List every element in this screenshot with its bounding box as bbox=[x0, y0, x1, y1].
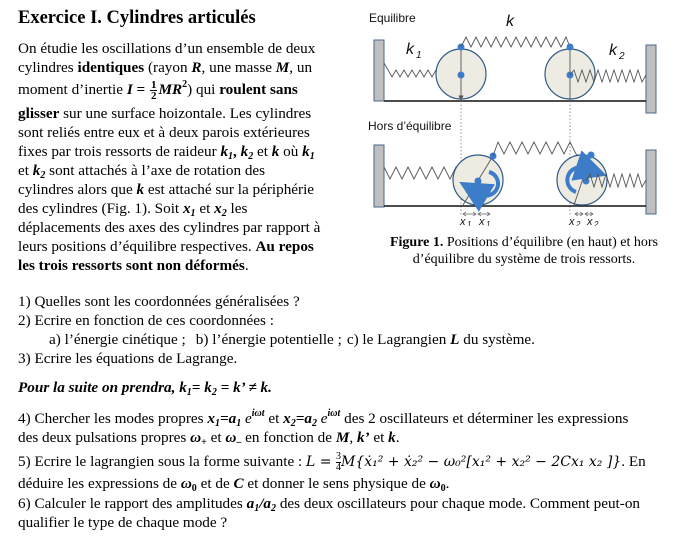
subscript: 0 bbox=[191, 483, 197, 494]
subscript: 2 bbox=[211, 387, 217, 398]
symbol-MR: MR bbox=[158, 81, 183, 98]
symbol-k-prime: k’ bbox=[356, 429, 370, 446]
text: On étudie les oscillations d’un ensemble de deux bbox=[18, 40, 316, 57]
exercise-title: Exercice I. Cylindres articulés bbox=[18, 8, 256, 28]
symbol-omega0: ω bbox=[429, 475, 441, 492]
text: et bbox=[264, 410, 284, 427]
subscript: 1 bbox=[254, 503, 260, 514]
subscript: 1 bbox=[309, 151, 315, 162]
text: cylindres alors que bbox=[18, 181, 137, 198]
symbol-e: e bbox=[241, 410, 252, 427]
k2-subscript: 2 bbox=[619, 51, 625, 62]
text: sur une surface hoizontale. Les cylindres bbox=[59, 105, 312, 122]
intro-line bbox=[18, 218, 320, 237]
caption-line-1 bbox=[366, 234, 682, 251]
text-bold: roulent sans bbox=[219, 81, 298, 98]
text: et bbox=[195, 200, 215, 217]
label-x2-b bbox=[586, 216, 599, 226]
text: des deux oscillateurs pour chaque mode. Comment peut-on bbox=[276, 495, 641, 512]
text: cylindres bbox=[18, 59, 78, 76]
math-L: L = bbox=[306, 454, 336, 470]
equals: = bbox=[132, 81, 149, 98]
text: Pour la suite on prendra, k bbox=[18, 379, 187, 396]
symbol-a1: a bbox=[246, 495, 255, 512]
symbol-omega0: ω bbox=[180, 475, 192, 492]
item-b: b) l’énergie potentielle ; bbox=[195, 331, 342, 348]
text: . bbox=[244, 257, 249, 274]
text: et de bbox=[196, 475, 234, 492]
text: où bbox=[279, 143, 303, 160]
text: , bbox=[349, 429, 357, 446]
subscript: 1 bbox=[190, 208, 196, 219]
intro-line bbox=[18, 199, 247, 218]
text: 2) Ecrire en fonction de ces coordonnées : bbox=[18, 312, 274, 329]
symbol-e: e bbox=[316, 410, 328, 427]
text: fixes par trois ressorts de raideur bbox=[18, 143, 221, 160]
text: des deux pulsations propres bbox=[18, 429, 191, 446]
symbol-a2: /a bbox=[259, 495, 272, 512]
symbol-M: M bbox=[275, 59, 290, 76]
symbol-C: C bbox=[233, 475, 244, 492]
text: des 2 oscillateurs et déterminer les expressions bbox=[340, 410, 629, 427]
text: , bbox=[233, 143, 241, 160]
label-k2 bbox=[609, 42, 625, 62]
text: et bbox=[206, 429, 226, 446]
symbol-k: k bbox=[271, 143, 280, 160]
x-letter: x bbox=[569, 216, 575, 226]
text: = k bbox=[191, 379, 212, 396]
text: 3) Ecrire les équations de Lagrange. bbox=[18, 350, 238, 367]
dot-axis-1-bottom bbox=[475, 178, 482, 185]
subscript: 1 bbox=[186, 387, 192, 398]
text: en fonction de bbox=[241, 429, 336, 446]
text: . bbox=[445, 475, 450, 492]
text-bold: glisser bbox=[18, 105, 60, 122]
text: 6) Calculer le rapport des amplitudes bbox=[18, 495, 247, 512]
text: , un bbox=[289, 59, 313, 76]
exponent: 2 bbox=[182, 79, 188, 90]
text: qualifier le type de chaque mode ? bbox=[18, 514, 228, 531]
symbol-k: k bbox=[136, 181, 145, 198]
intro-line bbox=[18, 256, 249, 275]
caption-text: Positions d’équilibre (en haut) et hors bbox=[443, 235, 659, 250]
text: et bbox=[253, 143, 272, 160]
symbol-omega-plus: ω bbox=[190, 429, 202, 446]
question-6-line-2 bbox=[18, 513, 227, 532]
symbol-x2: x bbox=[283, 410, 291, 427]
subscript: 2 bbox=[271, 503, 277, 514]
intro-line bbox=[18, 142, 315, 161]
text: et donner le sens physique de bbox=[243, 475, 430, 492]
figure-caption bbox=[366, 234, 682, 268]
dot-periph-2-top bbox=[567, 44, 574, 51]
text: . En bbox=[621, 453, 646, 470]
item-a: a) l’énergie cinétique ; bbox=[49, 331, 186, 348]
text: du système. bbox=[459, 331, 535, 348]
symbol-x1: x bbox=[182, 200, 191, 217]
label-k: k bbox=[506, 13, 514, 30]
label-x2-a bbox=[568, 216, 581, 226]
text: , une masse bbox=[201, 59, 276, 76]
symbol-k2: k bbox=[240, 143, 249, 160]
text: déplacements des axes des cylindres par rapport à bbox=[18, 219, 321, 236]
subscript: 1 bbox=[228, 151, 234, 162]
caption-line-2 bbox=[366, 251, 682, 268]
subscript: – bbox=[236, 437, 242, 448]
k1-letter: k bbox=[406, 41, 414, 58]
symbol-L: L bbox=[450, 331, 460, 348]
question-6-line-1 bbox=[18, 494, 640, 513]
wall-left-bottom bbox=[374, 145, 384, 207]
caption-label: Figure 1. bbox=[389, 235, 444, 250]
question-5-line-2 bbox=[18, 474, 449, 493]
k2-letter: k bbox=[609, 42, 617, 59]
subscript: 2 bbox=[248, 151, 254, 162]
symbol-k2: k bbox=[32, 162, 41, 179]
question-5-line-1 bbox=[18, 452, 646, 473]
subscript: 2 bbox=[290, 418, 296, 429]
text: 5) Ecrire le lagrangien sous la forme suivante : bbox=[18, 453, 307, 470]
note-k-equal bbox=[18, 378, 272, 397]
text: 1) Quelles sont les coordonnées généralisées ? bbox=[18, 293, 300, 310]
x-letter: x bbox=[460, 216, 466, 226]
x-letter: x bbox=[479, 216, 485, 226]
dot-axis-1-top bbox=[458, 72, 465, 79]
x-subscript: 1 bbox=[467, 220, 472, 226]
question-1 bbox=[18, 292, 300, 311]
text: est attaché sur la périphérie bbox=[144, 181, 315, 198]
question-3 bbox=[18, 349, 237, 368]
symbol-k1: k bbox=[302, 143, 310, 160]
displacement-markers-1 bbox=[463, 212, 490, 216]
k1-subscript: 1 bbox=[416, 50, 422, 61]
intro-line bbox=[18, 80, 298, 101]
figure-1 bbox=[362, 4, 682, 226]
intro-line bbox=[18, 161, 265, 180]
text: et bbox=[369, 429, 389, 446]
text: leurs positions d’équilibre respectives. bbox=[18, 238, 256, 255]
question-4-line-2 bbox=[18, 428, 400, 447]
x-subscript: 2 bbox=[576, 220, 581, 226]
text-bold: identiques bbox=[77, 59, 145, 76]
subscript: + bbox=[201, 437, 207, 448]
item-c: c) le Lagrangien bbox=[346, 331, 451, 348]
intro-line bbox=[18, 39, 315, 58]
denominator: 2 bbox=[150, 90, 157, 103]
text: ) qui bbox=[187, 81, 220, 98]
intro-line bbox=[18, 237, 314, 256]
intro-line bbox=[18, 123, 310, 142]
symbol-x2: x bbox=[214, 200, 222, 217]
text: 4) Chercher les modes propres bbox=[18, 410, 208, 427]
label-equilibre: Equilibre bbox=[369, 11, 416, 25]
math-lagrangian: M{ẋ₁² + ẋ₂² − ω₀²[x₁² + x₂² − 2Cx₁ x₂ ]} bbox=[340, 454, 622, 470]
wall-right-bottom bbox=[646, 150, 656, 214]
subscript: 2 bbox=[311, 418, 317, 429]
subscript: 2 bbox=[221, 208, 227, 219]
text: et bbox=[18, 162, 33, 179]
fraction-half bbox=[150, 80, 158, 101]
text: . bbox=[395, 429, 400, 446]
text: les bbox=[226, 200, 248, 217]
intro-line bbox=[18, 58, 312, 77]
subscript: 1 bbox=[236, 418, 242, 429]
text: moment d’inertie bbox=[18, 81, 127, 98]
intro-line bbox=[18, 104, 311, 123]
exponent: iωt bbox=[327, 408, 341, 419]
text: (rayon bbox=[144, 59, 192, 76]
symbol-x1: x bbox=[207, 410, 215, 427]
spring-k-bottom bbox=[493, 142, 580, 156]
text: sont reliés entre eux et à deux parois extérieures bbox=[18, 124, 310, 141]
spring-k-top bbox=[461, 37, 570, 47]
subscript: 0 bbox=[440, 483, 446, 494]
text: = k’ ≠ k. bbox=[216, 379, 272, 396]
symbol-I: I bbox=[126, 81, 133, 98]
x-subscript: 1 bbox=[486, 220, 491, 226]
symbol-k1: k bbox=[220, 143, 229, 160]
numerator: 3 bbox=[335, 451, 341, 463]
numerator: 1 bbox=[150, 79, 157, 92]
symbol-k: k bbox=[388, 429, 396, 446]
text-bold: les trois ressorts sont non déformés bbox=[18, 257, 245, 274]
text: déduire les expressions de bbox=[18, 475, 181, 492]
wall-right-top bbox=[646, 45, 656, 113]
symbol-R: R bbox=[191, 59, 202, 76]
wall-left-top bbox=[374, 40, 384, 101]
denominator: 4 bbox=[335, 462, 341, 474]
question-2-items bbox=[49, 330, 535, 349]
question-2 bbox=[18, 311, 274, 330]
label-x1-b bbox=[478, 216, 490, 226]
symbol-M: M bbox=[335, 429, 350, 446]
label-hors-equilibre: Hors d’équilibre bbox=[368, 119, 452, 133]
question-4-line-1 bbox=[18, 409, 628, 428]
intro-line bbox=[18, 180, 314, 199]
symbol-omega-minus: ω bbox=[225, 429, 237, 446]
label-k1 bbox=[406, 41, 422, 61]
text-bold: Au repos bbox=[255, 238, 314, 255]
text: =a bbox=[219, 410, 237, 427]
caption-text: d’équilibre du système de trois ressorts. bbox=[412, 252, 636, 267]
x-subscript: 2 bbox=[594, 220, 599, 226]
subscript: 1 bbox=[214, 418, 220, 429]
exponent: iωt bbox=[251, 408, 265, 419]
text: des cylindres (Fig. 1). Soit bbox=[18, 200, 183, 217]
x-letter: x bbox=[587, 216, 593, 226]
dot-periph-2-bottom bbox=[588, 152, 595, 159]
text: sont attachés à l’axe de rotation des bbox=[45, 162, 266, 179]
subscript: 2 bbox=[40, 170, 46, 181]
label-x1-a bbox=[459, 216, 471, 226]
text: =a bbox=[295, 410, 312, 427]
spring-cylinder-diagram bbox=[362, 4, 682, 226]
